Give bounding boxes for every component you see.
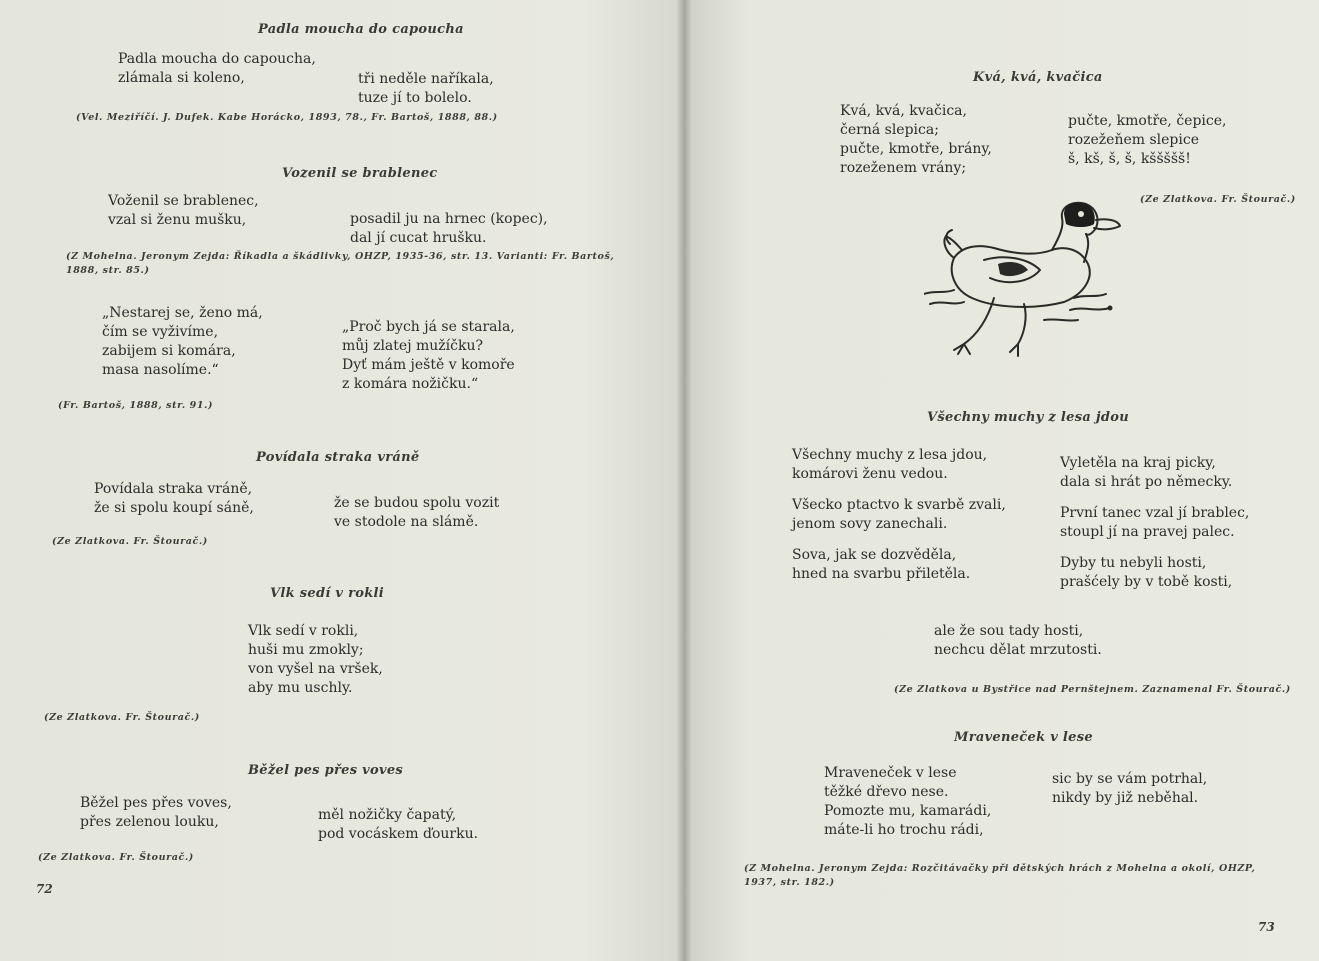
- verse-line: aby mu uschly.: [248, 680, 353, 696]
- verse-line: ale že sou tady hosti,: [934, 623, 1084, 639]
- verse-line: vzal si ženu mušku,: [108, 212, 247, 228]
- right-page: [684, 0, 1319, 961]
- source-citation: (Z Mohelna. Jeronym Zejda: Rozčitávačky při dětských hrách z Mohelna a okolí, OHZP, 1937, str. 182.): [744, 863, 1256, 888]
- poem-title: Padla moucha do capoucha: [258, 22, 464, 37]
- verse-line: š, kš, š, š, kššššš!: [1068, 151, 1191, 167]
- source-citation: (Ze Zlatkova u Bystřice nad Pernštejnem. Zaznamenal Fr. Štourač.): [894, 684, 1291, 695]
- verse-line: dal jí cucat hrušku.: [350, 230, 487, 246]
- verse-column-1: [108, 192, 259, 230]
- verse-line: posadil ju na hrnec (kopec),: [350, 211, 548, 227]
- stanza-gap: [792, 484, 1006, 496]
- verse-column-2: [1052, 770, 1207, 808]
- verse-column-1: [102, 304, 263, 380]
- source-citation: (Ze Zlatkova. Fr. Štourač.): [38, 852, 194, 863]
- verse-line: rozežeňem slepice: [1068, 132, 1199, 148]
- verse-column-2: [1060, 454, 1249, 592]
- verse-line: že si spolu koupí sáně,: [94, 500, 254, 516]
- verse-line: tři neděle naříkala,: [358, 71, 494, 87]
- verse-line: Pomozte mu, kamarádi,: [824, 803, 992, 819]
- verse-line: „Nestarej se, ženo má,: [102, 305, 263, 321]
- verse-column-1: [824, 764, 991, 840]
- verse-line: z komára nožičku.“: [342, 376, 479, 392]
- verse-line: zlámala si koleno,: [118, 70, 245, 86]
- verse-line: Všechny muchy z lesa jdou,: [792, 447, 988, 463]
- verse-line: že se budou spolu vozit: [334, 495, 500, 511]
- verse-block: [248, 622, 383, 698]
- verse-line: Vyletěla na kraj picky,: [1060, 455, 1216, 471]
- verse-line: pučte, kmotře, brány,: [840, 141, 992, 157]
- verse-line: tuze jí to bolelo.: [358, 90, 472, 106]
- poem-title: Kvá, kvá, kvačica: [973, 70, 1103, 85]
- verse-line: ve stodole na slámě.: [334, 514, 479, 530]
- duck-icon: [924, 198, 1134, 370]
- verse-line: rozeženem vrány;: [840, 160, 967, 176]
- source-citation: (Ze Zlatkova. Fr. Štourač.): [44, 712, 200, 723]
- verse-line: Dyby tu nebyli hosti,: [1060, 555, 1207, 571]
- verse-column-1: [792, 446, 1006, 584]
- verse-line: Dyť mám ještě v komoře: [342, 357, 515, 373]
- poem-title: Povídala straka vráně: [256, 450, 420, 465]
- verse-line: „Proč bych já se starala,: [342, 319, 515, 335]
- source-citation: (Ze Zlatkova. Fr. Štourač.): [52, 536, 208, 547]
- verse-line: černá slepica;: [840, 122, 939, 138]
- stanza-gap: [1060, 542, 1249, 554]
- verse-line: čím se vyživíme,: [102, 324, 219, 340]
- verse-line: zabijem si komára,: [102, 343, 236, 359]
- verse-line: První tanec vzal jí brablec,: [1060, 505, 1250, 521]
- source-citation: (Vel. Meziříčí. J. Dufek. Kabe Horácko, 1893, 78., Fr. Bartoš, 1888, 88.): [76, 112, 498, 123]
- verse-line: komárovi ženu vedou.: [792, 466, 948, 482]
- poem-title: Všechny muchy z lesa jdou: [927, 410, 1130, 425]
- verse-line: von vyšel na vršek,: [248, 661, 383, 677]
- verse-block: [934, 622, 1102, 660]
- verse-column-1: [118, 50, 316, 88]
- verse-line: přes zelenou louku,: [80, 814, 219, 830]
- verse-line: máte-li ho trochu rádi,: [824, 822, 984, 838]
- verse-line: měl nožičky čapatý,: [318, 807, 457, 823]
- verse-line: Mraveneček v lese: [824, 765, 957, 781]
- book-gutter: [676, 0, 692, 961]
- verse-line: Povídala straka vráně,: [94, 481, 253, 497]
- verse-column-2: [342, 318, 515, 394]
- stanza-gap: [1060, 492, 1249, 504]
- verse-line: jenom sovy zanechali.: [792, 516, 948, 532]
- stanza-gap: [792, 534, 1006, 546]
- verse-line: nechcu dělat mrzutosti.: [934, 642, 1102, 658]
- verse-column-1: [840, 102, 992, 178]
- verse-line: pod vocáskem ďourku.: [318, 826, 479, 842]
- verse-line: můj zlatej mužíčku?: [342, 338, 483, 354]
- verse-line: dala si hrát po německy.: [1060, 474, 1233, 490]
- verse-column-2: [350, 210, 548, 248]
- verse-line: Kvá, kvá, kvačica,: [840, 103, 967, 119]
- verse-column-2: [318, 806, 478, 844]
- verse-line: nikdy by již neběhal.: [1052, 790, 1199, 806]
- verse-line: sic by se vám potrhal,: [1052, 771, 1208, 787]
- source-citation: (Z Mohelna. Jeronym Zejda: Říkadla a škádlivky, OHZP, 1935-36, str. 13. Varianti: Fr. Bartoš, 1888, str. 85.): [66, 251, 615, 276]
- verse-column-2: [1068, 112, 1226, 169]
- source-citation: (Fr. Bartoš, 1888, str. 91.): [58, 400, 214, 411]
- source-citation: (Ze Zlatkova. Fr. Štourač.): [1140, 194, 1296, 205]
- verse-line: Všecko ptactvo k svarbě zvali,: [792, 497, 1006, 513]
- page-number: 72: [36, 882, 53, 896]
- poem-title: Vlk sedí v rokli: [270, 586, 384, 601]
- poem-title: Běžel pes přes voves: [248, 763, 404, 778]
- poem-title: Mraveneček v lese: [954, 730, 1093, 745]
- verse-line: huši mu zmokly;: [248, 642, 364, 658]
- verse-column-1: [94, 480, 254, 518]
- poem-title: Vozenil se brablenec: [282, 166, 438, 181]
- verse-line: pučte, kmotře, čepice,: [1068, 113, 1227, 129]
- verse-line: Běžel pes přes voves,: [80, 795, 232, 811]
- verse-column-1: [80, 794, 232, 832]
- verse-line: stoupl jí na pravej palec.: [1060, 524, 1235, 540]
- verse-line: Sova, jak se dozvěděla,: [792, 547, 957, 563]
- verse-line: prašćely by v tobě kosti,: [1060, 574, 1233, 590]
- verse-line: těžké dřevo nese.: [824, 784, 949, 800]
- verse-line: Padla moucha do capoucha,: [118, 51, 316, 67]
- verse-line: Voženil se brablenec,: [108, 193, 259, 209]
- verse-column-2: [358, 70, 494, 108]
- verse-line: masa nasolíme.“: [102, 362, 219, 378]
- verse-line: Vlk sedí v rokli,: [248, 623, 359, 639]
- page-number: 73: [1258, 920, 1275, 934]
- verse-column-2: [334, 494, 499, 532]
- verse-line: hned na svarbu přiletěla.: [792, 566, 971, 582]
